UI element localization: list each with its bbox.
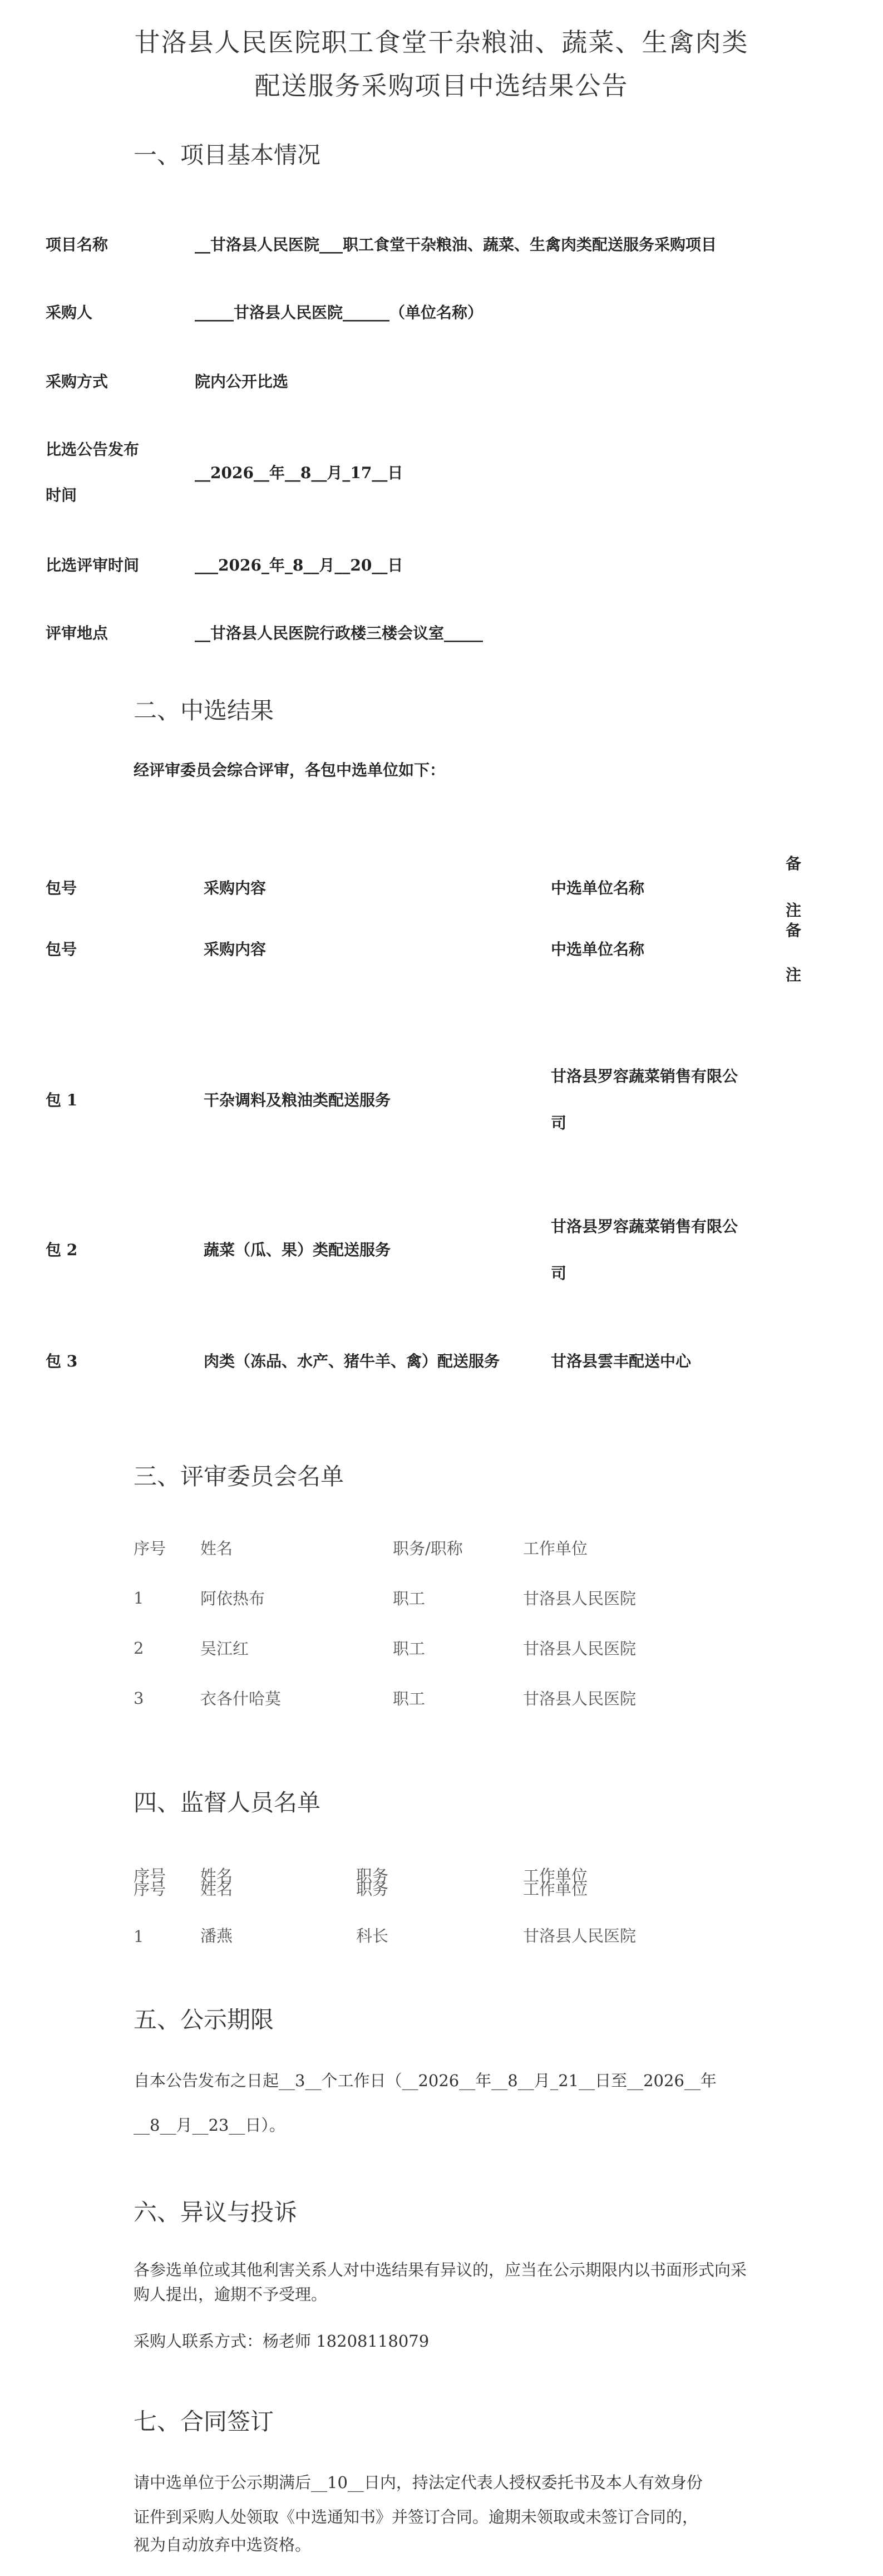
section2-heading: 二、中选结果: [134, 697, 274, 724]
result-row3-content: 肉类（冻品、水产、猪牛羊、禽）配送服务: [204, 1352, 500, 1370]
supervisor-header-title-repeat: 职务: [356, 1880, 389, 1899]
committee-header-no: 序号: [134, 1539, 166, 1558]
supervisor-header-title: 职务: [356, 1866, 389, 1885]
committee-row2-name: 吴江红: [200, 1639, 249, 1658]
supervisor-header-org: 工作单位: [523, 1866, 588, 1885]
section6-heading: 六、异议与投诉: [134, 2199, 298, 2226]
field-label-review-place: 评审地点: [46, 624, 108, 642]
result-header-pkg: 包号: [46, 879, 77, 897]
supervisor-header-org-repeat: 工作单位: [523, 1880, 588, 1899]
objection-paragraph: 各参选单位或其他利害关系人对中选结果有异议的，应当在公示期限内以书面形式向采购人提出，逾期不予受理。: [134, 2260, 747, 2304]
field-value-purchaser: _____甘洛县人民医院______（单位名称）: [195, 303, 484, 322]
result-header-winner: 中选单位名称: [551, 879, 645, 897]
doc-title-line1: 甘洛县人民医院职工食堂干杂粮油、蔬菜、生禽肉类: [134, 27, 749, 57]
result-row1-content: 干杂调料及粮油类配送服务: [204, 1091, 391, 1109]
supervisor-header-name: 姓名: [200, 1866, 233, 1885]
section5-heading: 五、公示期限: [134, 2006, 274, 2033]
result-row2-content: 蔬菜（瓜、果）类配送服务: [204, 1241, 391, 1259]
result-header-note-char1-repeat: 备: [786, 921, 802, 940]
contract-line2: 证件到采购人处领取《中选通知书》并签订合同。逾期未领取或未签订合同的，: [134, 2508, 699, 2526]
result-row2-pkg: 包 2: [46, 1241, 78, 1259]
section3-heading: 三、评审委员会名单: [134, 1463, 344, 1490]
result-row3-winner: 甘洛县雲丰配送中心: [551, 1352, 692, 1370]
committee-row1-name: 阿依热布: [200, 1589, 265, 1608]
field-value-review-time: ___2026_年_8__月__20__日: [195, 556, 403, 574]
supervisor-header-no: 序号: [134, 1866, 166, 1885]
section1-heading: 一、项目基本情况: [134, 141, 321, 169]
result-header-pkg-repeat: 包号: [46, 940, 77, 958]
committee-row1-org: 甘洛县人民医院: [523, 1589, 637, 1608]
result-header-content: 采购内容: [204, 879, 267, 897]
result-row1-pkg: 包 1: [46, 1091, 78, 1109]
field-value-review-place: __甘洛县人民医院行政楼三楼会议室_____: [195, 624, 484, 642]
committee-header-name: 姓名: [200, 1539, 233, 1558]
result-row1-winner-line2: 司: [551, 1114, 567, 1132]
committee-row2-org: 甘洛县人民医院: [523, 1639, 637, 1658]
result-header-content-repeat: 采购内容: [204, 940, 267, 958]
supervisor-row1-title: 科长: [356, 1926, 389, 1945]
field-label-method: 采购方式: [46, 372, 108, 391]
section7-heading: 七、合同签订: [134, 2408, 274, 2435]
section4-heading: 四、监督人员名单: [134, 1789, 321, 1816]
result-row3-pkg: 包 3: [46, 1352, 78, 1370]
result-row2-winner-line1: 甘洛县罗容蔬菜销售有限公: [551, 1217, 738, 1236]
result-row1-winner-line1: 甘洛县罗容蔬菜销售有限公: [551, 1067, 738, 1085]
field-label-publish-time-line1: 比选公告发布: [46, 440, 140, 459]
committee-row3-org: 甘洛县人民医院: [523, 1689, 637, 1708]
supervisor-row1-no: 1: [134, 1927, 144, 1946]
purchaser-contact: 采购人联系方式：杨老师 18208118079: [134, 2332, 430, 2351]
contract-line1: 请中选单位于公示期满后__10__日内，持法定代表人授权委托书及本人有效身份: [134, 2473, 703, 2492]
supervisor-row1-org: 甘洛县人民医院: [523, 1926, 637, 1945]
supervisor-header-no-repeat: 序号: [134, 1880, 166, 1899]
committee-row2-no: 2: [134, 1639, 144, 1658]
publicity-period-line1: 自本公告发布之日起__3__个工作日（__2026__年__8__月_21__日至__2026__年: [134, 2071, 717, 2090]
result-row2-winner-line2: 司: [551, 1264, 567, 1282]
field-value-project-name: __甘洛县人民医院___职工食堂干杂粮油、蔬菜、生禽肉类配送服务采购项目: [195, 235, 717, 254]
doc-title-line2: 配送服务采购项目中选结果公告: [254, 71, 629, 101]
result-header-winner-repeat: 中选单位名称: [551, 940, 645, 958]
committee-header-org: 工作单位: [523, 1539, 588, 1558]
supervisor-header-name-repeat: 姓名: [200, 1880, 233, 1899]
field-label-review-time: 比选评审时间: [46, 556, 140, 574]
contract-line3: 视为自动放弃中选资格。: [134, 2535, 312, 2554]
result-header-note-char1: 备: [786, 854, 802, 873]
committee-header-title: 职务/职称: [393, 1539, 463, 1558]
field-label-purchaser: 采购人: [46, 303, 93, 322]
committee-row2-title: 职工: [393, 1639, 426, 1658]
field-value-publish-time: __2026__年__8__月_17__日: [195, 464, 403, 482]
committee-row1-title: 职工: [393, 1589, 426, 1608]
committee-row3-name: 衣各什哈莫: [200, 1689, 282, 1708]
committee-row1-no: 1: [134, 1589, 144, 1607]
section2-intro: 经评审委员会综合评审，各包中选单位如下：: [134, 761, 446, 779]
committee-row3-title: 职工: [393, 1689, 426, 1708]
committee-row3-no: 3: [134, 1689, 144, 1708]
result-header-note-char2: 注: [786, 901, 802, 920]
field-value-method: 院内公开比选: [195, 372, 289, 391]
result-header-note-char2-repeat: 注: [786, 966, 802, 984]
field-label-publish-time-line2: 时间: [46, 486, 77, 504]
field-label-project-name: 项目名称: [46, 235, 108, 254]
supervisor-row1-name: 潘燕: [200, 1926, 233, 1945]
publicity-period-line2: __8__月__23__日）。: [134, 2116, 285, 2135]
